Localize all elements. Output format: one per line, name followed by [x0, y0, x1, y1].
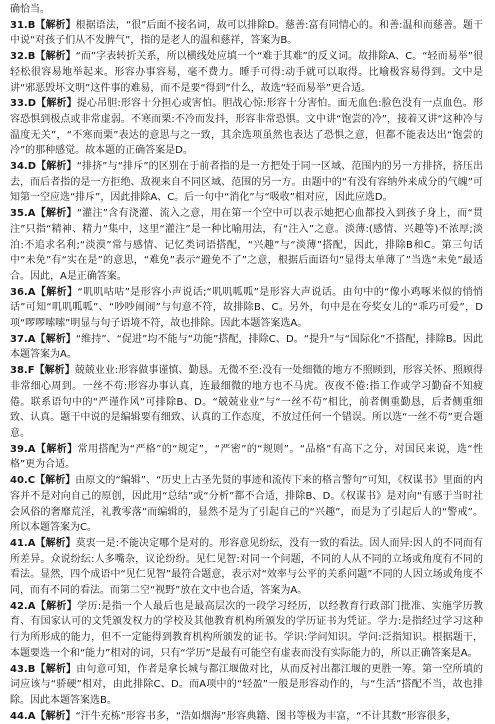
answer-number: 36.A — [10, 286, 36, 298]
answer-number: 38.F — [10, 365, 35, 377]
answer-number: 33.D — [10, 98, 37, 110]
answer-number: 37.A — [10, 333, 36, 345]
analysis-tag: 【解析】 — [35, 663, 77, 675]
answer-list — [10, 18, 483, 724]
analysis-tag: 【解析】 — [35, 537, 76, 549]
answer-number: 42.A — [10, 600, 36, 612]
answer-paragraph — [10, 332, 483, 363]
analysis-tag: 【解析】 — [35, 600, 78, 612]
analysis-text: “灌注”含有浇灌、流入之意，用在第一个空中可以表示她把心血都投入到孩子身上，而“贯注”只指“精神、精力”集中，这里“灌注”是一种比喻用法，有“注入”之意。淡薄:(感情、兴趣等)不浓厚;淡泊:不追求名利;“淡漠”常与感情、记忆类词语搭配，“兴趣”与“淡薄”搭配，因此，排除B和C。第三句话中“未免”有“实在是”的意思，“难免”表示“避免不了”之意，根据后面语句“显得太单薄了”当选“未免”最适合。因此，A是正确答案。 — [10, 208, 484, 282]
answer-number: 34.D — [10, 161, 37, 173]
answer-paragraph — [10, 18, 483, 49]
answer-paragraph — [10, 96, 483, 159]
analysis-text: 根据语法，“很”后面不接名词，故可以排除D。慈善:富有同情心的。和善:温和而慈善。题干中说“对孩子们从不发脾气”，指的是老人的温和慈祥，答案为B。 — [10, 19, 483, 47]
analysis-text: 由原文的“编辑”、“历史上古圣先贤的事迹和流传下来的格言警句”可知，《权谋书》里面的内容并不是对向自己的原创，因此用“总结”或“分析”都不合适，排除B、D。《权谋书》是对向“有感于当时社会风俗的奢靡荒淫，礼教零落”而编辑的，显然不是为了引起自己的“兴趣”，而是为了引起后人的“警戒”。所以本题答案为C。 — [10, 475, 483, 534]
analysis-text: “排挤”与“排斥”的区别在于前者指的是一方把处于同一区域、范围内的另一方排挤，挤压出去，而后者指的是一方拒绝、敌视来自不同区域、范围的另一方。由题中的“有没有容纳外来成分的气魄”可知第一空应选“排斥”，因此排除A、C。后一句中“消化”与“吸收”相对应，因此应选D。 — [10, 161, 483, 204]
analysis-tag: 【解析】 — [36, 161, 77, 173]
answer-paragraph — [10, 442, 483, 473]
answer-number: 31.B — [10, 19, 36, 31]
answer-paragraph — [10, 159, 483, 206]
analysis-text: 莫衷一是:不能决定哪个是对的。形容意见纷纭，没有一致的看法。因人而异:因人的不同而有所差异。众说纷纭:人多嘴杂，议论纷纷。见仁见智:对同一个问题，不同的人从不同的立场或角度有不同的看法。显然，四个成语中“见仁见智”最符合题意，表示对“效率与公平的关系问题”不同的人因立场或角度不同，而有不同的看法。而第二空“视野”放在文中也合适，答案为A。 — [10, 537, 483, 597]
answer-paragraph — [10, 363, 483, 442]
analysis-text: “而”字表转折关系，所以横线处应填一个“难于其难”的反义词。故排除A、C。“轻而易举”很轻松很容易地举起来。形容办事容易，毫不费力。睡手可得:动手就可以取得。比喻极容易得到。文中是讲“邪恶毁坏文明”这件事的难易，而不是要“得到”什么，故选“轻而易举”更合适。 — [10, 51, 483, 94]
analysis-text: 兢兢业业:形容做事谨慎、勤恳。无微不至:没有一处细微的地方不照顾到，形容关怀、照顾得非常细心周到。一丝不苟:形容办事认真，连最细微的地方也不马虎。夜夜不倦:指工作或学习勤奋不知疲倦。联系语句中的“严谨作风”可排除B、D。“兢兢业业”与“一丝不苟”相比，前者侧重勤恳，后者侧重细致、认真。题干中说的是编辑要有细致、认真的工作态度，不放过任何一个错误。所以选“一丝不苟”更合题意。 — [10, 365, 483, 439]
leading-text: 确恰当。 — [10, 4, 50, 15]
answer-paragraph — [10, 473, 483, 536]
answer-paragraph — [10, 662, 483, 709]
answer-number: 32.B — [10, 51, 36, 63]
analysis-tag: 【解析】 — [35, 475, 76, 487]
answer-number: 40.C — [10, 475, 36, 487]
analysis-tag: 【解析】 — [35, 710, 76, 722]
answer-paragraph — [10, 206, 483, 285]
analysis-text: 学历:是指一个人最后也是最高层次的一段学习经历，以经教育行政部门批准、实施学历教育、有国家认可的文凭颁发权力的学校及其他教育机构所颁发的学历证书为凭证。学力:是指经过学习这种行为所形成的能力，但不一定能得到教育机构所颁发的证书。学识:学问知识。学问:泛指知识。根据题干，本题要选一个和“能力”相对的词，只有“学历”是最有可能空有虚表而没有实际能力的，所以正确答案是A。 — [10, 600, 483, 659]
answer-paragraph — [10, 285, 483, 332]
answer-number: 39.A — [10, 443, 36, 455]
analysis-text: 常用搭配为“严格”的“规定”，“严密”的“规则”。“品格”有高下之分，对国民来说，选“性格”更为合适。 — [10, 443, 483, 471]
analysis-tag: 【解析】 — [35, 443, 78, 455]
answer-number: 41.A — [10, 537, 36, 549]
analysis-text: “维持”、“促进”均不能与“功能”搭配，排除C、D。“提升”与“国际化”不搭配，排除B。因此本题答案为A。 — [10, 333, 483, 361]
analysis-text: “叽叽咕咕”是形容小声说话;“叽叽呱呱”是形容大声说话。由句中的“像小鸡啄米似的悄悄话”可知“叽叽呱呱”、“吵吵闹闹”与句意不符，故排除B、C。另外，句中是在夸奖女儿的“乖巧可爱”，D项“啰啰嗦嗦”明显与句子语境不符，故也排除。因此本题答案选A。 — [10, 286, 483, 330]
answer-paragraph — [10, 49, 483, 96]
answer-paragraph — [10, 536, 483, 599]
analysis-text: 提心吊胆:形容十分担心或害怕。胆战心惊:形容十分害怕。面无血色:脸色没有一点血色。形容恐惧到极点或非常虚弱。不寒而栗:不冷而发抖，形容非常恐惧。文中讲“饱尝的冷”，接着又讲“这种冷与温度无关”，“不寒而栗”表达的意思与之一致，其余选项虽然也表达了恐惧之意，但都不能表达出“饱尝的冷”的那种感觉。故本题的正确答案是D。 — [10, 98, 484, 157]
analysis-tag: 【解析】 — [34, 365, 75, 377]
analysis-tag: 【解析】 — [35, 51, 76, 63]
answer-paragraph — [10, 709, 483, 724]
analysis-tag: 【解析】 — [35, 333, 76, 345]
analysis-text: “汗牛充栋”形容书多，“浩如烟海”形容典籍、图书等极为丰富，“不计其数”形容很多， — [75, 710, 457, 722]
answer-paragraph — [10, 599, 483, 662]
answer-number: 43.B — [10, 663, 36, 675]
answer-number: 44.A — [10, 710, 36, 722]
analysis-tag: 【解析】 — [35, 208, 77, 220]
answer-number: 35.A — [10, 208, 36, 220]
analysis-text: 由句意可知，作者是拿长城与都江堰做对比，从而反衬出都江堰的更胜一筹。第一空所填的词应该与“骄硬”相对，由此排除C、D。而A项中的“轻盈”一般是形容动作的，与“生活”搭配不当，故也排除。因此本题答案选B。 — [10, 663, 484, 706]
analysis-tag: 【解析】 — [35, 19, 76, 31]
analysis-tag: 【解析】 — [36, 98, 77, 110]
analysis-tag: 【解析】 — [35, 286, 78, 298]
